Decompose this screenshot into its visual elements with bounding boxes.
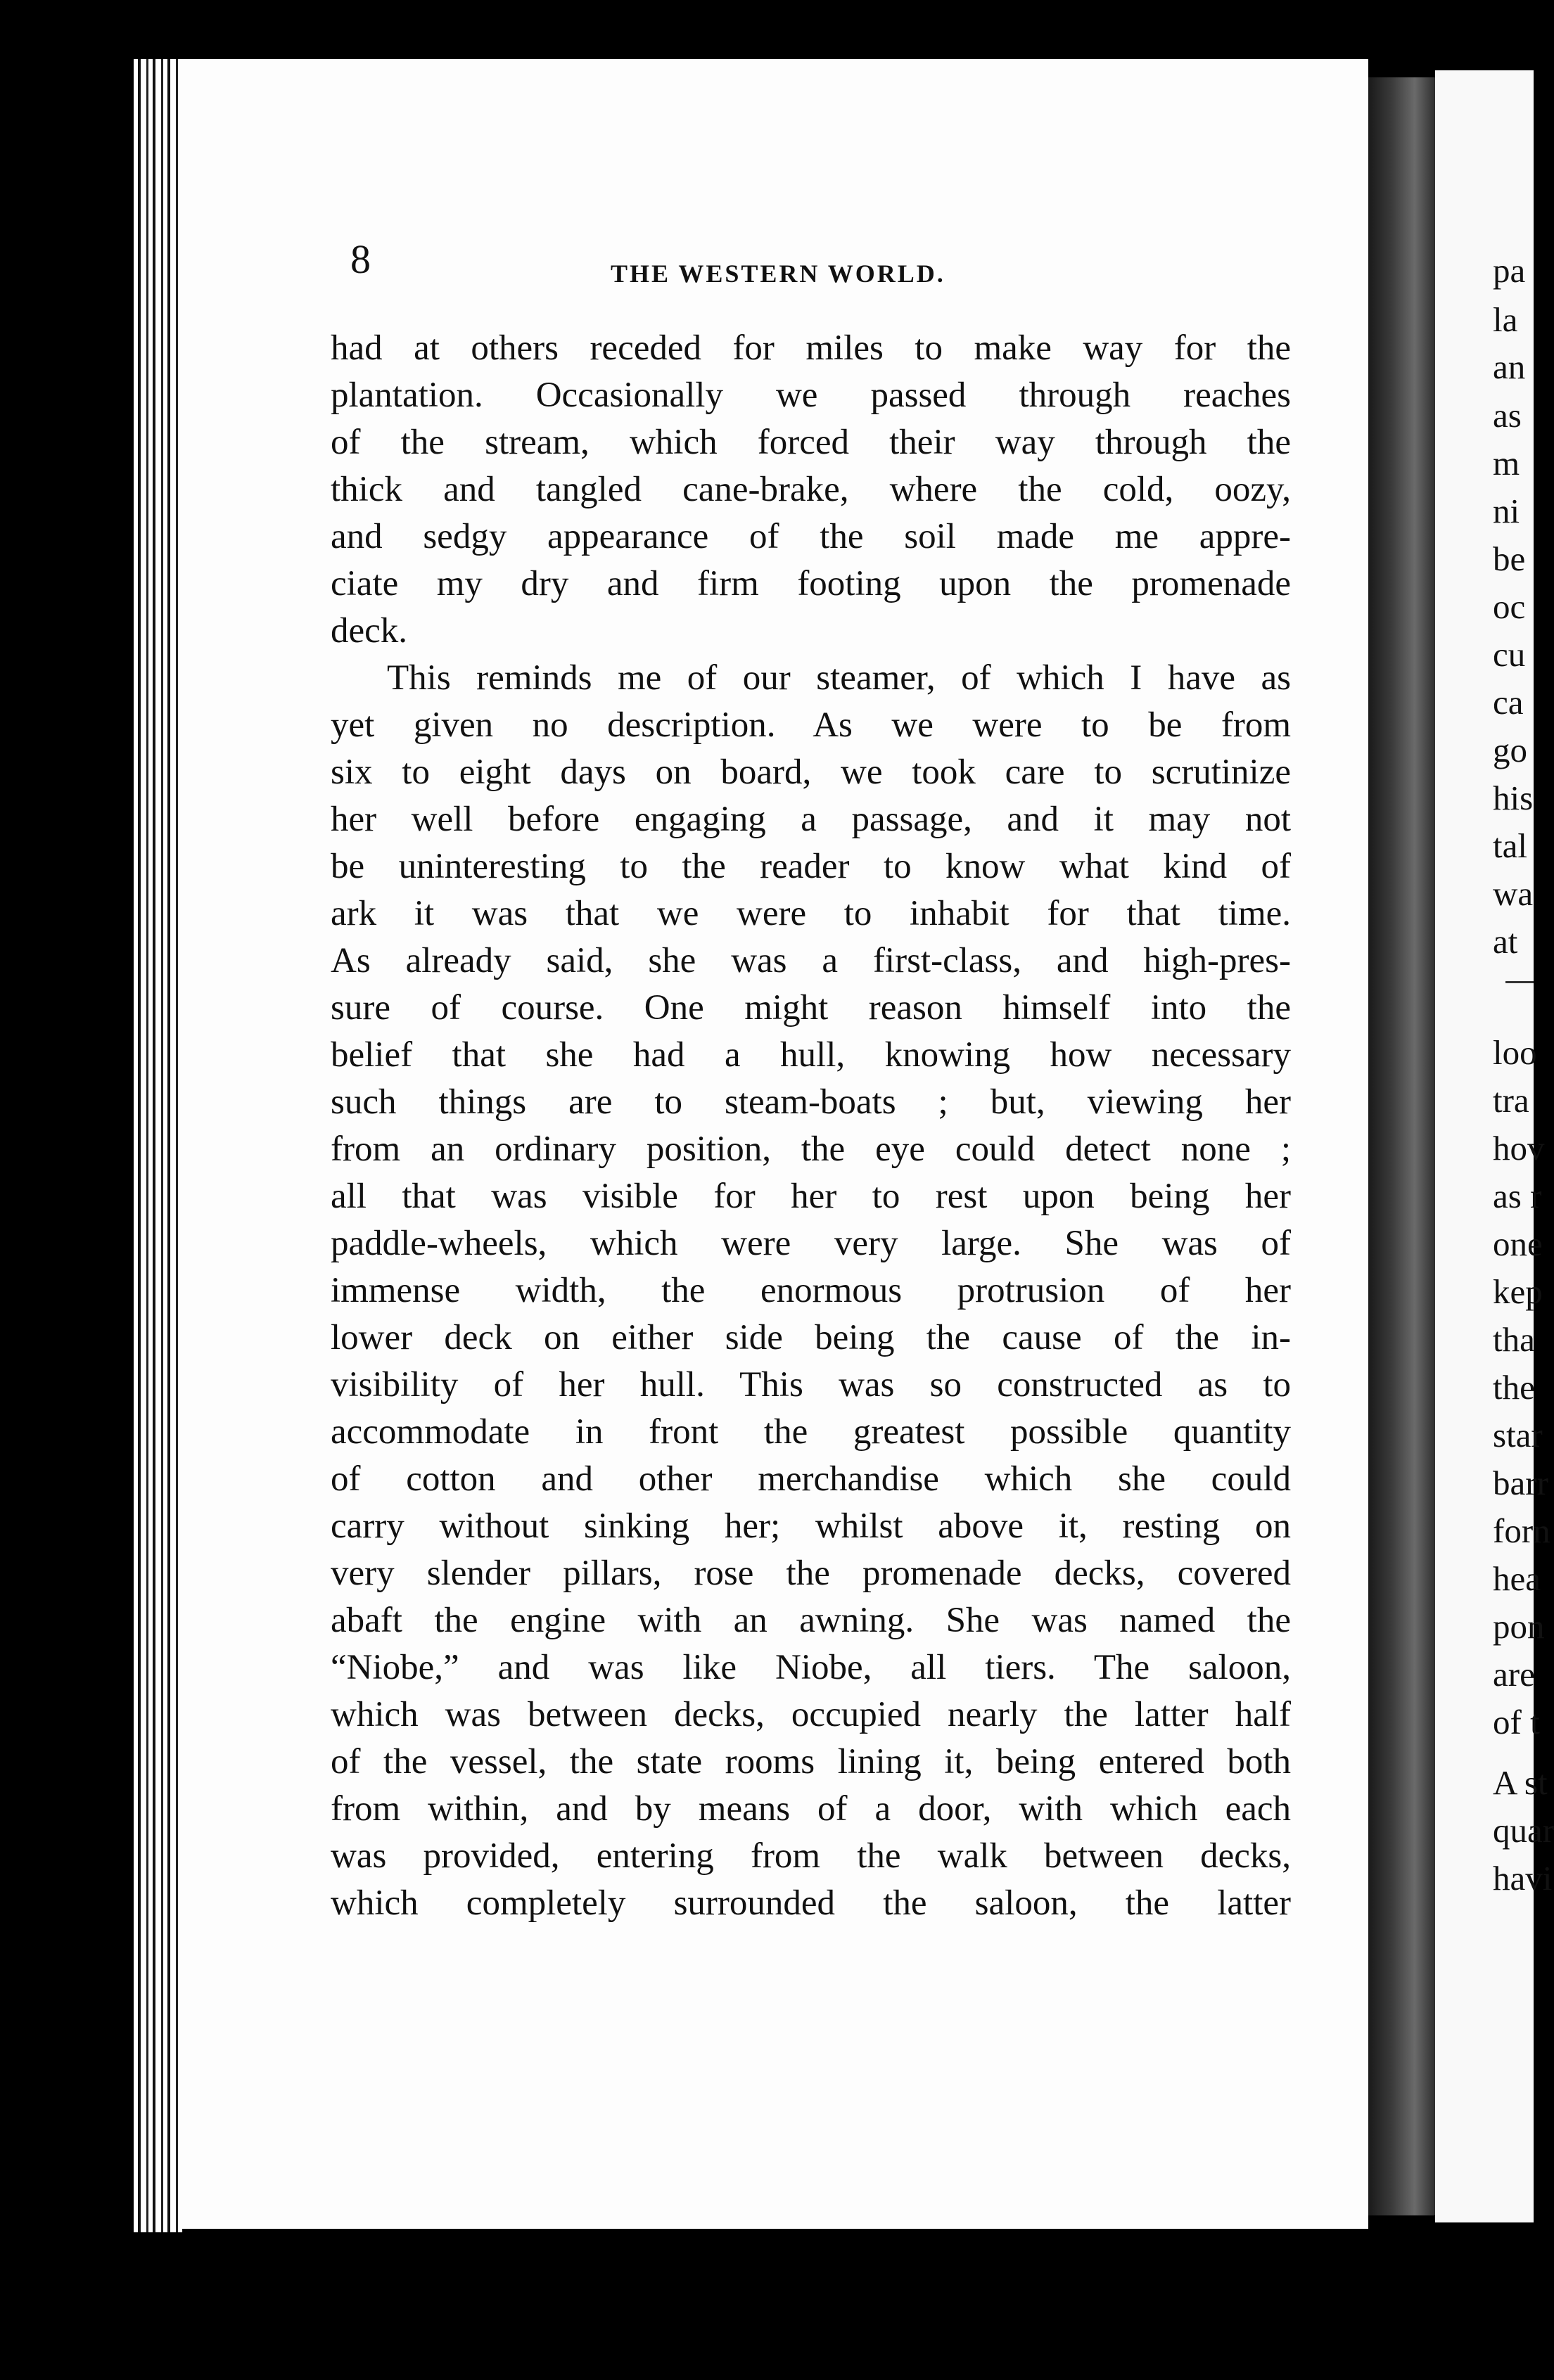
text-line: lower deck on either side being the cause of the in- <box>331 1318 1291 1357</box>
text-line: visibility of her hull. This was so constructed as to <box>331 1365 1291 1405</box>
facing-page-fragment: wa <box>1493 874 1534 913</box>
text-line: of the stream, which forced their way through the <box>331 423 1291 462</box>
text-line: was provided, entering from the walk between decks, <box>331 1836 1291 1876</box>
scan-border <box>0 0 1534 59</box>
facing-page-fragment: as r <box>1493 1177 1542 1215</box>
facing-page-fragment: quar <box>1493 1811 1554 1850</box>
running-head <box>350 236 1286 302</box>
text-line: all that was visible for her to rest upon being her <box>331 1177 1291 1216</box>
facing-page-fragment: be <box>1493 539 1526 578</box>
text-line: “Niobe,” and was like Niobe, all tiers. The saloon, <box>331 1648 1291 1687</box>
facing-page-fragment: barr <box>1493 1464 1548 1502</box>
text-line: plantation. Occasionally we passed through reaches <box>331 376 1291 415</box>
text-line: of the vessel, the state rooms lining it, being entered both <box>331 1742 1291 1781</box>
facing-page-fragment: are <box>1493 1655 1535 1694</box>
page-gutter-shadow <box>1368 77 1446 2215</box>
facing-page-fragment: the <box>1493 1368 1535 1407</box>
facing-page-fragment: loo <box>1493 1033 1537 1072</box>
text-line: of cotton and other merchandise which she could <box>331 1459 1291 1499</box>
facing-page-fragment: pa <box>1493 251 1526 290</box>
facing-page-fragment: star <box>1493 1416 1543 1454</box>
text-line: sure of course. One might reason himself into the <box>331 988 1291 1028</box>
text-line: from an ordinary position, the eye could detect none ; <box>331 1130 1291 1169</box>
facing-page-fragment: m <box>1493 444 1520 482</box>
text-line: accommodate in front the greatest possible quantity <box>331 1412 1291 1452</box>
text-line: which completely surrounded the saloon, the latter <box>331 1883 1291 1923</box>
facing-page-fragment: tal <box>1493 826 1527 865</box>
text-line: from within, and by means of a door, with which each <box>331 1789 1291 1829</box>
text-line: thick and tangled cane-brake, where the cold, oozy, <box>331 470 1291 509</box>
text-line: deck. <box>331 611 408 651</box>
text-line: ark it was that we were to inhabit for that time. <box>331 894 1291 933</box>
text-line: be uninteresting to the reader to know what kind of <box>331 847 1291 886</box>
text-line: ciate my dry and firm footing upon the promenade <box>331 564 1291 603</box>
facing-page-fragment: ca <box>1493 683 1524 722</box>
facing-page-fragment: cu <box>1493 635 1526 674</box>
text-line: had at others receded for miles to make way for the <box>331 328 1291 368</box>
text-line: abaft the engine with an awning. She was named the <box>331 1601 1291 1640</box>
section-rule <box>1505 981 1534 983</box>
running-title: THE WESTERN WORLD. <box>611 260 945 288</box>
facing-page-fragment: hea <box>1493 1559 1541 1598</box>
facing-page-fragment: tra <box>1493 1081 1529 1120</box>
facing-page-fragment: A st <box>1493 1763 1548 1802</box>
facing-page-fragment: oc <box>1493 587 1526 626</box>
facing-page-fragment: as <box>1493 396 1522 435</box>
facing-page-fragment: kep <box>1493 1272 1543 1311</box>
facing-page-fragment: hov <box>1493 1129 1545 1167</box>
text-line: very slender pillars, rose the promenade decks, covered <box>331 1554 1291 1593</box>
page-number: 8 <box>350 236 371 282</box>
facing-page-fragment: tha <box>1493 1320 1535 1359</box>
facing-page-fragment: pon <box>1493 1607 1545 1646</box>
text-line: yet given no description. As we were to be from <box>331 705 1291 745</box>
text-line: which was between decks, occupied nearly the latter half <box>331 1695 1291 1734</box>
text-line: As already said, she was a first-class, and high-pres- <box>331 941 1291 980</box>
facing-page-fragment: havi <box>1493 1859 1553 1898</box>
text-line: such things are to steam-boats ; but, viewing her <box>331 1082 1291 1122</box>
facing-page-fragment: one <box>1493 1224 1543 1263</box>
facing-page-fragment: at <box>1493 922 1518 961</box>
text-line: immense width, the enormous protrusion of her <box>331 1271 1291 1310</box>
facing-page-fragment: forn <box>1493 1511 1550 1550</box>
facing-page-fragment: la <box>1493 300 1518 339</box>
text-line: belief that she had a hull, knowing how necessary <box>331 1035 1291 1075</box>
text-line: six to eight days on board, we took care to scrutinize <box>331 753 1291 792</box>
facing-page-fragment: of t <box>1493 1703 1540 1741</box>
facing-page-fragment: ni <box>1493 492 1520 530</box>
page-text <box>331 325 1291 1927</box>
book-spine-edge <box>134 59 183 2232</box>
text-line: This reminds me of our steamer, of which I have as <box>387 658 1291 698</box>
text-line: paddle-wheels, which were very large. She was of <box>331 1224 1291 1263</box>
facing-page <box>1435 70 1554 2222</box>
text-line: and sedgy appearance of the soil made me appre- <box>331 517 1291 556</box>
text-line: her well before engaging a passage, and it may not <box>331 800 1291 839</box>
text-line: carry without sinking her; whilst above it, resting on <box>331 1506 1291 1546</box>
facing-page-fragment: go <box>1493 731 1527 769</box>
facing-page-fragment: his <box>1493 779 1534 817</box>
facing-page-fragment: an <box>1493 347 1526 386</box>
